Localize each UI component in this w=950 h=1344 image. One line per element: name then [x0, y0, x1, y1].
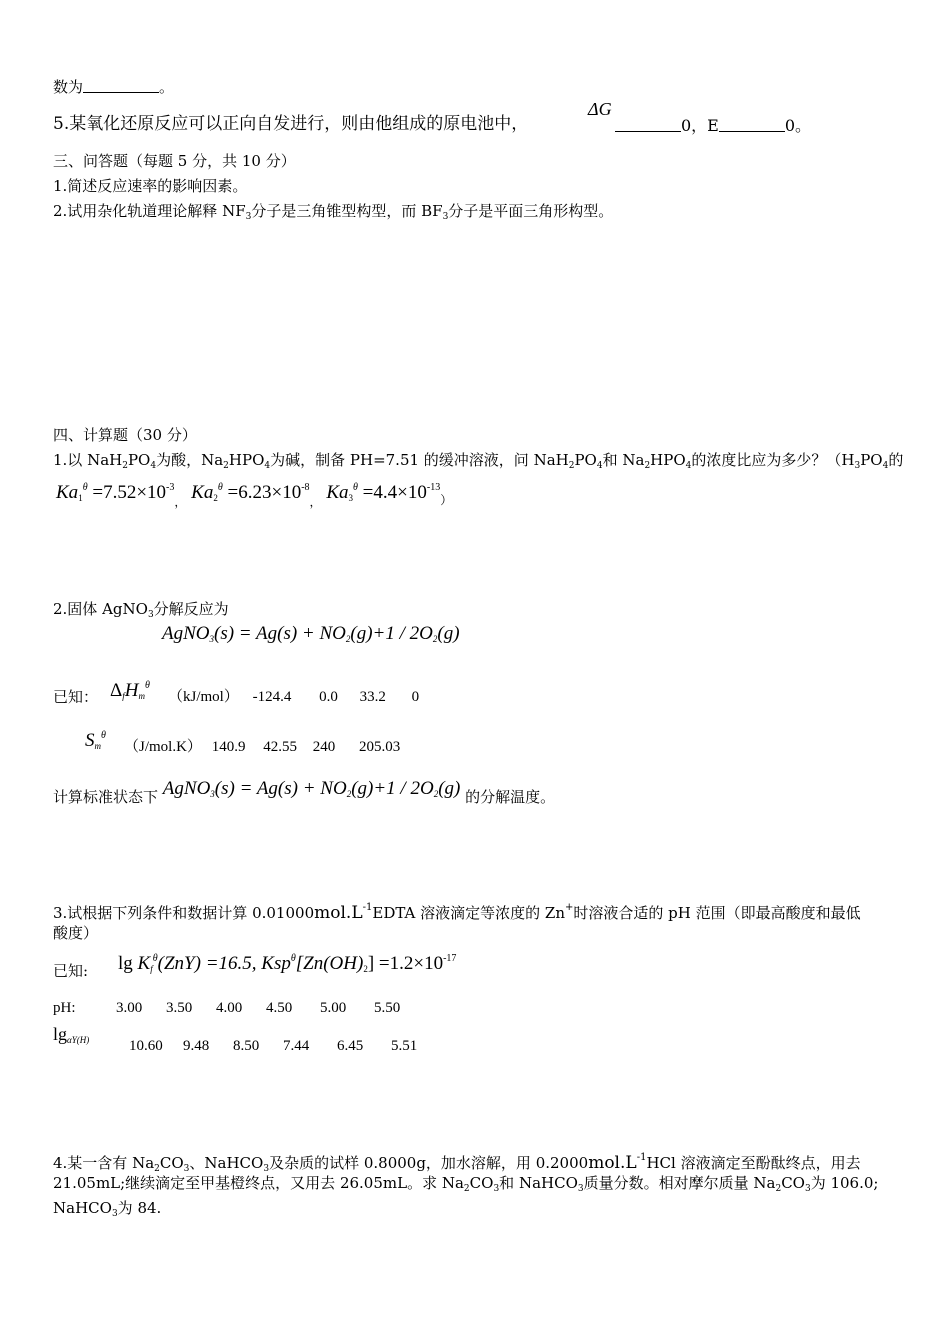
t: [Zn(OH) [295, 953, 364, 974]
question-text: 5.某氧化还原反应可以正向自发进行，则由他组成的原电池中， [53, 114, 529, 134]
t: 为 84. [117, 1199, 162, 1217]
t: m [94, 741, 101, 751]
delta-g-symbol: ΔG [588, 99, 612, 119]
reaction-equation [162, 624, 460, 649]
t: 3 [263, 1164, 270, 1174]
unit: （kJ/mol） [168, 689, 239, 705]
t: -1 [636, 1152, 647, 1163]
value: 3.50 [166, 1000, 193, 1016]
t: HCl 溶液滴定至酚酞终点，用去 [646, 1154, 861, 1172]
t: -8 [301, 482, 310, 493]
value: 8.50 [233, 1038, 260, 1054]
t: K [137, 953, 151, 974]
t: 2 [433, 789, 439, 799]
value: 4.50 [266, 1000, 293, 1016]
known-label-3: 已知: [53, 962, 89, 980]
t: 3 [245, 212, 252, 222]
value: 33.2 [359, 689, 386, 705]
t: 2 [463, 1184, 470, 1194]
t: HPO [650, 451, 686, 469]
t: 3 [804, 1184, 811, 1194]
t: (g)+1 / 2O [351, 778, 434, 799]
lg-alpha-label [53, 1024, 89, 1050]
value: 140.9 [211, 739, 246, 755]
t: AgNO [162, 778, 211, 799]
t: + [565, 902, 574, 913]
t: 为碱，制备 PH=7.51 的缓冲溶液，问 NaH [270, 451, 569, 469]
t: 4 [685, 461, 692, 471]
t: 3 [209, 634, 214, 644]
t: 1 [78, 493, 83, 503]
t: NaHCO [53, 1199, 112, 1217]
t: 2 [775, 1184, 782, 1194]
t: 时溶液合适的 pH 范围（即最高酸度和最低 [573, 904, 861, 922]
label: pH: [53, 1000, 76, 1016]
text: 0，E [681, 116, 719, 135]
t: Ka [326, 482, 349, 503]
t: 2 [432, 634, 438, 644]
t: (s) = Ag(s) + NO [214, 623, 346, 644]
value: 9.48 [183, 1038, 210, 1054]
t: θ [152, 953, 158, 964]
t: 2 [154, 1164, 160, 1174]
t: PO [127, 451, 151, 469]
t: 3 [210, 789, 215, 799]
section-3-q1: 1.简述反应速率的影响因素。 [53, 177, 248, 195]
t: CO [781, 1174, 805, 1192]
t: 3 [854, 461, 861, 471]
value: 10.60 [129, 1038, 163, 1054]
t: 4 [596, 461, 603, 471]
t: 2.试用杂化轨道理论解释 NF [53, 202, 246, 220]
t: αY(H) [67, 1035, 90, 1045]
t: PO [574, 451, 597, 469]
t: 2 [346, 789, 352, 799]
t: 的分解温度。 [465, 788, 556, 806]
t: 2.固体 AgNO [53, 600, 148, 618]
fill-question-5 [53, 114, 528, 134]
t: -17 [443, 953, 457, 964]
fill-question-4-tail [53, 77, 174, 97]
t: 为 106.0; [810, 1174, 879, 1192]
t: θ [290, 953, 296, 964]
t: ） [440, 493, 453, 507]
t: 分解反应为 [153, 600, 229, 618]
t: 2 [644, 461, 651, 471]
t: PO [860, 451, 883, 469]
value: -124.4 [252, 689, 292, 705]
t: H [124, 680, 139, 701]
t: (s) = Ag(s) + NO [214, 778, 347, 799]
calc-q3-line1 [53, 898, 861, 923]
ka1 [56, 482, 174, 503]
value: 240 [312, 739, 336, 755]
t: -3 [166, 482, 175, 493]
text: 0。 [784, 116, 812, 135]
entropy-symbol [85, 726, 106, 756]
t: =6.23×10 [227, 482, 302, 503]
t: 质量分数。相对摩尔质量 Na [583, 1174, 776, 1192]
unit: （J/mol.K） [124, 739, 202, 755]
value: 205.03 [358, 739, 401, 755]
t: f [150, 964, 153, 974]
t: 3 [577, 1184, 584, 1194]
t: (g)+1 / 2O [350, 623, 433, 644]
t: 分子是三角锥型构型，而 BF [251, 202, 443, 220]
t: 2 [213, 493, 218, 503]
t: f [122, 691, 125, 701]
t: CO [159, 1154, 184, 1172]
t: 和 NaHCO [499, 1174, 578, 1192]
known-label: 已知： [53, 688, 99, 706]
calc-q2-intro [53, 599, 229, 625]
t: θ [217, 482, 223, 493]
ph-row [53, 998, 400, 1018]
t: 1.以 NaH [53, 451, 123, 469]
t: 及杂质的试样 0.8000g，加水溶解，用 0.2000 [269, 1154, 589, 1172]
t: ， [309, 495, 322, 509]
section-3-title: 三、问答题（每题 5 分，共 10 分） [53, 152, 296, 170]
t: mol.L [588, 1153, 637, 1173]
t: 2 [223, 461, 229, 471]
t: 3 [348, 493, 353, 503]
t: AgNO [162, 623, 210, 644]
answer-blank[interactable] [83, 78, 159, 93]
t: mol.L [314, 903, 363, 923]
t: 3 [442, 212, 449, 222]
t: lg [118, 953, 133, 974]
answer-blank-e[interactable] [719, 117, 785, 132]
calc-q4-line2 [53, 1173, 878, 1199]
t: 4.某一含有 Na [53, 1154, 155, 1172]
t: -13 [426, 482, 441, 493]
t: 4 [882, 461, 889, 471]
t: 的 [888, 451, 904, 469]
lg-alpha-row [129, 1036, 417, 1056]
t: 3 [111, 1209, 118, 1219]
t: 、NaHCO [189, 1154, 264, 1172]
enthalpy-row [168, 687, 419, 707]
t: 3 [183, 1164, 190, 1174]
value: 5.51 [391, 1038, 418, 1054]
t: 分子是平面三角形构型。 [448, 202, 614, 220]
calc-q2-ask [53, 778, 556, 812]
t: θ [82, 482, 88, 493]
value: 6.45 [337, 1038, 364, 1054]
t: 和 Na [602, 451, 645, 469]
t: Ka [56, 482, 79, 503]
stability-formula [118, 949, 456, 979]
t: 4 [264, 461, 271, 471]
t: -1 [362, 902, 373, 913]
t: 的浓度比应为多少？（H [691, 451, 855, 469]
t: ， [174, 495, 187, 509]
value: 42.55 [263, 739, 297, 755]
t: 4 [150, 461, 157, 471]
t: =7.52×10 [92, 482, 167, 503]
t: 3 [147, 610, 154, 620]
section-4-title: 四、计算题（30 分） [53, 426, 197, 444]
t: ] =1.2×10 [367, 953, 444, 974]
answer-blank-g[interactable] [615, 117, 681, 132]
t: (g) [438, 778, 461, 799]
calc-q4-line3 [53, 1198, 161, 1224]
t: =4.4×10 [362, 482, 427, 503]
value: 5.50 [374, 1000, 401, 1016]
t: 2 [363, 964, 368, 974]
t: 2 [568, 461, 575, 471]
entropy-row [124, 737, 400, 757]
t: (ZnY) =16.5, Ksp [157, 953, 291, 974]
t: 2 [345, 634, 351, 644]
t: 2 [122, 461, 128, 471]
t: CO [469, 1174, 494, 1192]
t: 21.05mL;继续滴定至甲基橙终点，又用去 26.05mL。求 Na [53, 1174, 464, 1192]
value: 7.44 [283, 1038, 310, 1054]
t: Ka [191, 482, 214, 503]
t: S [85, 730, 95, 751]
t: 3.试根据下列条件和数据计算 0.01000 [53, 904, 315, 922]
t: θ [144, 680, 150, 691]
value: 0.0 [319, 689, 338, 705]
fill-blanks [615, 116, 811, 136]
t: m [138, 691, 145, 701]
t: 为酸，Na [156, 451, 224, 469]
t: 计算标准状态下 [53, 788, 159, 806]
ka2 [191, 482, 309, 503]
calc-q3-line2: 酸度） [53, 924, 99, 942]
section-3-q2 [53, 201, 613, 227]
value: 5.00 [320, 1000, 347, 1016]
t: Δ [110, 680, 123, 701]
reaction-equation-inline [163, 778, 461, 799]
t: θ [101, 730, 106, 741]
enthalpy-symbol [110, 676, 150, 706]
t: θ [353, 482, 358, 493]
t: (g) [437, 623, 460, 644]
t: HPO [228, 451, 265, 469]
calc-q1-text [53, 450, 903, 476]
t: 3 [493, 1184, 500, 1194]
value: 0 [411, 689, 420, 705]
t: lg [53, 1024, 68, 1044]
ka-values [56, 478, 452, 512]
value: 4.00 [216, 1000, 243, 1016]
ka3 [326, 482, 440, 503]
text: 。 [159, 78, 175, 96]
t: EDTA 溶液滴定等浓度的 Zn [372, 904, 565, 922]
text: 数为 [53, 78, 84, 96]
value: 3.00 [116, 1000, 143, 1016]
